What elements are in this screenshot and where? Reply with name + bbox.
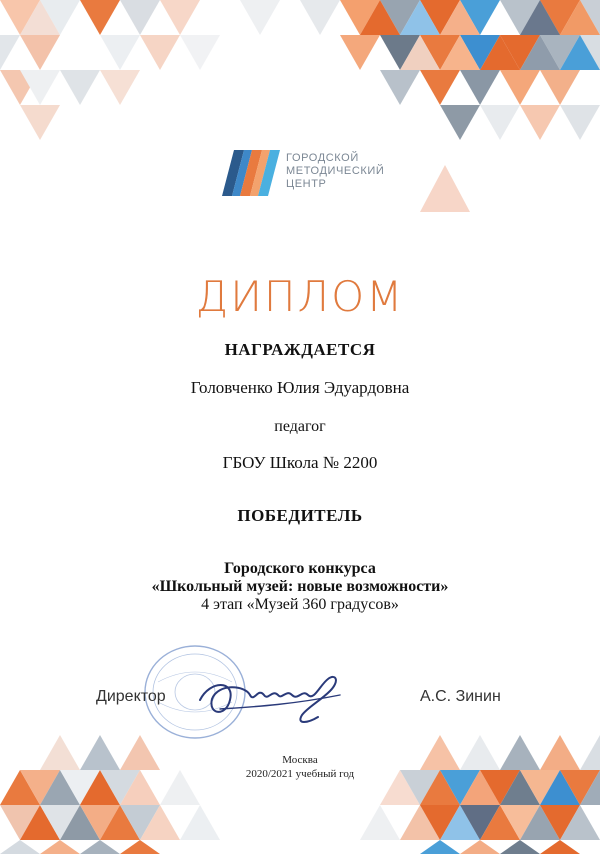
contest-line-2: «Школьный музей: новые возможности» <box>151 578 449 595</box>
signature-name: А.С. Зинин <box>420 688 501 705</box>
footer-city: Москва <box>282 754 318 766</box>
contest-line-3: 4 этап «Музей 360 градусов» <box>201 596 399 613</box>
org-line-2: МЕТОДИЧЕСКИЙ <box>286 165 385 177</box>
recipient-school: ГБОУ Школа № 2200 <box>222 453 378 472</box>
organization-name <box>286 152 384 191</box>
org-line-3: ЦЕНТР <box>286 178 327 190</box>
bottom-triangle-pattern <box>0 730 600 854</box>
org-line-1: ГОРОДСКОЙ <box>286 152 359 164</box>
recipient-name: Головченко Юлия Эдуардовна <box>190 378 410 397</box>
logo-mark-icon <box>222 150 280 196</box>
award-status: ПОБЕДИТЕЛЬ <box>237 506 363 525</box>
signature-role: Директор <box>96 688 166 705</box>
diploma-title: ДИПЛОМ <box>195 272 405 321</box>
organization-logo <box>222 150 402 196</box>
awarded-heading: НАГРАЖДАЕТСЯ <box>224 340 376 359</box>
director-signature <box>190 665 350 735</box>
footer-year: 2020/2021 учебный год <box>245 768 355 780</box>
contest-line-1: Городского конкурса <box>224 560 376 577</box>
recipient-position: педагог <box>274 418 326 435</box>
